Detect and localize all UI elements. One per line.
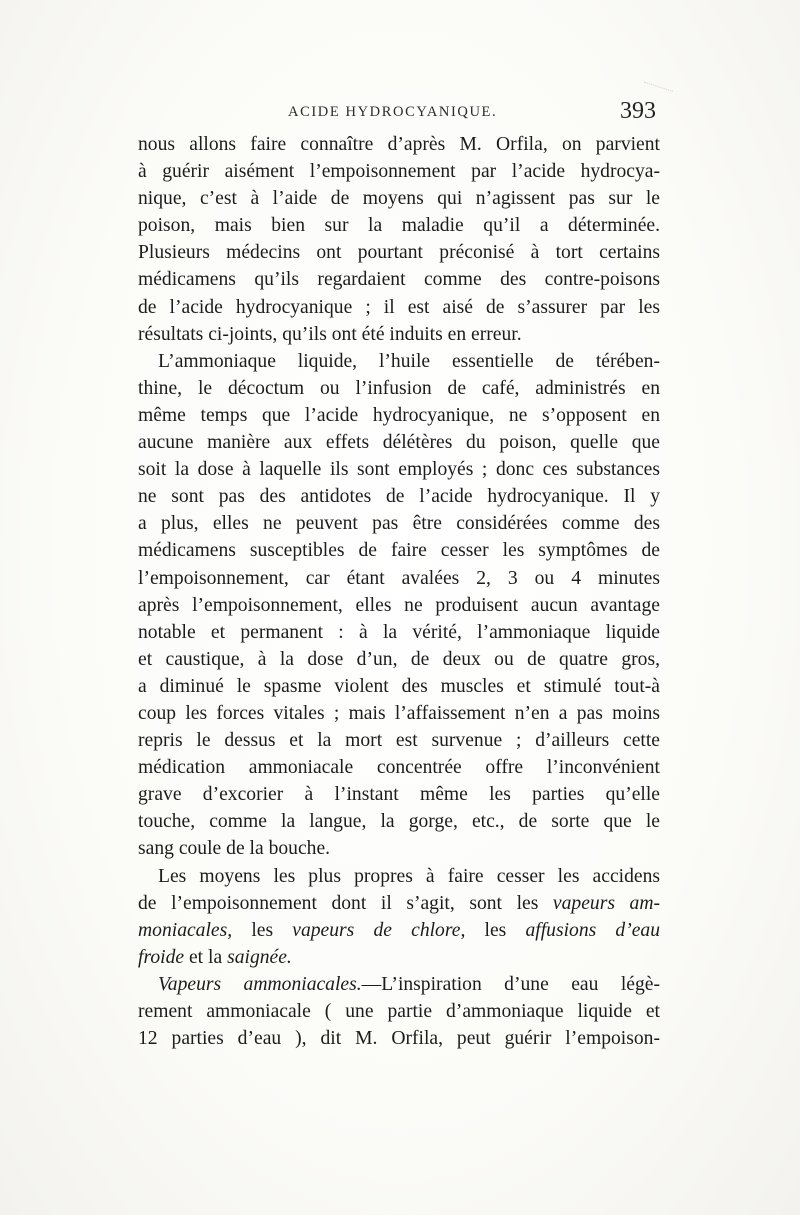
text-segment: les xyxy=(484,919,507,941)
text-line: Les moyens les plus propres à faire cesser les accidens xyxy=(158,865,660,887)
text-line: coup les forces vitales ; mais l’affaissement n’en a pas moins xyxy=(138,702,660,724)
text-line: ne sont pas des antidotes de l’acide hydrocyanique. Il y xyxy=(138,486,660,508)
text-line xyxy=(138,971,660,998)
text-line: a diminué le spasme violent des muscles et stimulé tout-à xyxy=(138,675,660,697)
text-line: à guérir aisément l’empoisonnement par l’acide hydrocya- xyxy=(138,161,660,183)
body-text xyxy=(138,131,660,1052)
text-line: même temps que l’acide hydrocyanique, ne s’opposent en xyxy=(138,404,660,426)
italic-term: affusions d’eau xyxy=(525,919,661,941)
text-line: soit la dose à laquelle ils sont employés ; donc ces substances xyxy=(138,459,660,481)
text-line: de l’acide hydrocyanique ; il est aisé de s’assurer par les xyxy=(138,296,660,318)
text-line: L’ammoniaque liquide, l’huile essentielle de térében- xyxy=(158,350,660,372)
text-line: nous allons faire connaître d’après M. Orfila, on parvient xyxy=(138,134,660,155)
text-line: aucune manière aux effets délétères du poison, quelle que xyxy=(138,432,660,454)
italic-term: saignée. xyxy=(227,946,292,968)
italic-term: moniacales, xyxy=(138,919,233,941)
text-line: thine, le décoctum ou l’infusion de café, administrés en xyxy=(138,377,660,399)
text-line: Plusieurs médecins ont pourtant préconisé à tort certains xyxy=(138,242,660,264)
text-line xyxy=(138,890,660,917)
text-segment: —L’inspiration d’une eau légè- xyxy=(361,973,660,995)
page-header xyxy=(140,98,660,128)
italic-term: vapeurs de chlore, xyxy=(292,919,466,941)
text-segment: les xyxy=(251,919,274,941)
text-line: l’empoisonnement, car étant avalées 2, 3 ou 4 minutes xyxy=(138,567,660,589)
text-line: résultats ci-joints, qu’ils ont été induits en erreur. xyxy=(138,323,522,345)
italic-term: Vapeurs ammoniacales. xyxy=(158,973,362,995)
text-line: après l’empoisonnement, elles ne produisent aucun avantage xyxy=(138,594,660,616)
text-line: poison, mais bien sur la maladie qu’il a déterminée. xyxy=(138,215,660,237)
text-line: touche, comme la langue, la gorge, etc., de sorte que le xyxy=(138,811,660,833)
text-line: repris le dessus et la mort est survenue ; d’ailleurs cette xyxy=(138,730,660,752)
text-line: notable et permanent : à la vérité, l’ammoniaque liquide xyxy=(138,621,660,643)
italic-term: vapeurs am- xyxy=(552,892,660,914)
text-line: nique, c’est à l’aide de moyens qui n’agissent pas sur le xyxy=(138,188,660,210)
text-line: médication ammoniacale concentrée offre l’inconvénient xyxy=(138,757,660,779)
text-line xyxy=(138,944,660,971)
text-line: 12 parties d’eau ), dit M. Orfila, peut guérir l’empoison- xyxy=(138,1028,660,1050)
page-number: 393 xyxy=(620,98,656,124)
text-line: médicamens qu’ils regardaient comme des contre-poisons xyxy=(138,269,660,291)
text-line: rement ammoniacale ( une partie d’ammoniaque liquide et xyxy=(138,1001,660,1022)
text-segment: de l’empoisonnement dont il s’agit, sont les xyxy=(138,892,539,914)
text-line xyxy=(138,917,660,944)
text-line: médicamens susceptibles de faire cesser les symptômes de xyxy=(138,540,660,562)
text-line: a plus, elles ne peuvent pas être considérées comme des xyxy=(138,513,660,535)
text-line: sang coule de la bouche. xyxy=(138,838,331,860)
italic-term: froide xyxy=(138,946,185,968)
text-line: grave d’excorier à l’instant même les parties qu’elle xyxy=(138,784,660,806)
running-head: ACIDE HYDROCYANIQUE. xyxy=(288,104,498,120)
text-line: et caustique, à la dose d’un, de deux ou de quatre gros, xyxy=(138,648,660,670)
text-segment: et la xyxy=(188,946,223,968)
